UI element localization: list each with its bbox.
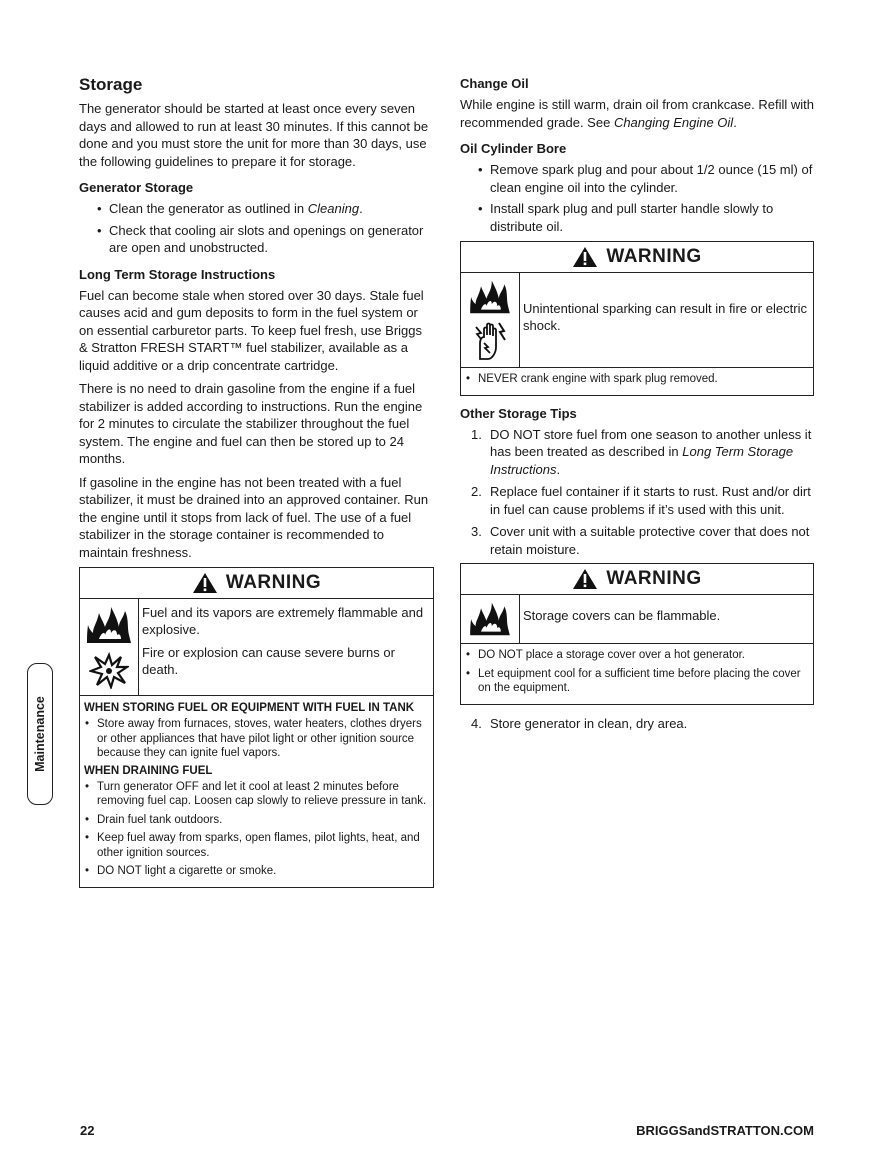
list-item: • Turn generator OFF and let it cool at least 2 minutes before removing fuel cap. Loosen cap slowly to relieve pressure in tank.: [84, 780, 427, 809]
heading-oil-cylinder-bore: Oil Cylinder Bore: [460, 141, 567, 156]
list-item: • NEVER crank engine with spark plug removed.: [465, 372, 807, 387]
warning-label: WARNING: [606, 568, 702, 589]
other-storage-tips-list: [460, 426, 814, 559]
list-item: • Install spark plug and pull starter handle slowly to distribute oil.: [460, 200, 814, 235]
shock-icon: [472, 321, 508, 361]
page-number: 22: [80, 1123, 95, 1138]
fuel-warning-box: [79, 567, 434, 888]
long-term-storage-reference: Long Term Storage Instructions: [490, 444, 794, 477]
warning-icons: [80, 599, 139, 695]
list-item: 2. Replace fuel container if it starts to rust. Rust and/or dirt in fuel can cause problems if it’s used with this unit.: [471, 484, 811, 517]
list-item: • Check that cooling air slots and openings on generator are open and unobstructed.: [79, 222, 434, 257]
changing-engine-oil-reference: Changing Engine Oil: [613, 114, 734, 130]
generator-storage-list: [79, 200, 434, 257]
draining-fuel-list: [84, 780, 427, 879]
explosion-icon: [89, 651, 129, 689]
warning-instructions: [80, 696, 433, 887]
warning-header: [461, 564, 813, 595]
section-title-storage: Storage: [79, 75, 143, 94]
warning-text-flammable: Fuel and its vapors are extremely flammable and explosive.: [142, 605, 424, 637]
heading-generator-storage: Generator Storage: [79, 180, 194, 195]
list-item: • Store away from furnaces, stoves, water heaters, clothes dryers or other appliances that have pilot light or other ignition source because they can ignite fuel vapors.: [84, 717, 427, 761]
list-item: • DO NOT light a cigarette or smoke.: [84, 864, 427, 879]
heading-long-term-storage: Long Term Storage Instructions: [79, 266, 276, 282]
section-side-tab: [27, 663, 53, 805]
warning-texts: [139, 599, 433, 695]
list-item: 4. Store generator in clean, dry area.: [471, 715, 688, 731]
cylinder-bore-list: [460, 161, 814, 235]
spark-warning-list: [465, 372, 807, 387]
list-item: • Remove spark plug and pour about 1/2 ounce (15 ml) of clean engine oil into the cylinder.: [460, 161, 814, 196]
warning-instructions: [461, 368, 813, 395]
warning-body: [461, 595, 813, 644]
spark-warning-box: [460, 241, 814, 396]
warning-icons: [461, 595, 520, 643]
fire-icon: [466, 601, 514, 637]
fire-icon: [466, 279, 514, 315]
list-item: • Keep fuel away from sparks, open flames, pilot lights, heat, and other ignition sources.: [84, 831, 427, 860]
warning-text-explosion: Fire or explosion can cause severe burns or death.: [142, 645, 395, 677]
heading-change-oil: Change Oil: [460, 76, 529, 91]
left-column: [79, 74, 434, 898]
warning-body: [80, 599, 433, 696]
warning-label: WARNING: [606, 246, 702, 267]
list-item: 3. Cover unit with a suitable protective cover that does not retain moisture.: [471, 524, 810, 557]
cleaning-reference: Cleaning: [307, 201, 360, 216]
warning-triangle-icon: [572, 246, 598, 268]
warning-triangle-icon: [192, 572, 218, 594]
long-term-paragraph-2: There is no need to drain gasoline from the engine if a fuel stabilizer is added according to instructions. Run the engine for 2 minutes to circulate the stabilizer throughout the fuel system. The engine and fuel can then be stored up to 24 months.: [79, 381, 423, 466]
long-term-paragraph-3: If gasoline in the engine has not been treated with a fuel stabilizer, it must be drained into an approved container. Run the engine until it stops from lack of fuel. The use of a fuel stabilizer in the storage container is recommended to maintain freshness.: [79, 474, 429, 560]
warning-triangle-icon: [572, 568, 598, 590]
cover-warning-box: [460, 563, 814, 705]
list-item: • Drain fuel tank outdoors.: [84, 813, 427, 828]
website-url: BRIGGSandSTRATTON.COM: [636, 1123, 814, 1138]
storing-fuel-list: [84, 717, 427, 761]
heading-other-storage-tips: Other Storage Tips: [460, 405, 577, 421]
warning-body: [461, 273, 813, 368]
right-column: [460, 74, 814, 737]
storage-intro: The generator should be started at least once every seven days and allowed to run at least 30 minutes. If this cannot be done and you must store the unit for more than 30 days, use the following guidelines to prepare it for storage.: [79, 101, 429, 169]
other-storage-tips-list-continued: [460, 715, 814, 733]
warning-text-covers: Storage covers can be flammable.: [523, 608, 721, 624]
warning-texts: [520, 273, 813, 367]
warning-icons: [461, 273, 520, 367]
list-item: • Clean the generator as outlined in Cleaning.: [79, 200, 434, 218]
side-tab-label: Maintenance: [33, 696, 47, 772]
fire-icon: [85, 605, 133, 645]
list-item: • Let equipment cool for a sufficient time before placing the cover on the equipment.: [465, 667, 807, 696]
cover-warning-list: [465, 648, 807, 696]
warning-section-draining-fuel: WHEN DRAINING FUEL: [84, 764, 213, 777]
warning-texts: [520, 595, 813, 643]
warning-header: [80, 568, 433, 599]
list-item: • DO NOT place a storage cover over a hot generator.: [465, 648, 807, 663]
warning-text-sparking: Unintentional sparking can result in fire or electric shock.: [523, 301, 807, 333]
change-oil-text: While engine is still warm, drain oil from crankcase. Refill with recommended grade. See Changing Engine Oil.: [460, 97, 815, 130]
list-item: 1. DO NOT store fuel from one season to another unless it has been treated as described in Long Term Storage Instructions.: [471, 426, 812, 477]
long-term-paragraph-1: Fuel can become stale when stored over 30 days. Stale fuel causes acid and gum deposits to form in the fuel system or on essential carburetor parts. To keep fuel fresh, use Briggs & Stratton FRESH START™ fuel stabilizer, available as a liquid additive or a drip concentrate cartridge.: [79, 287, 424, 373]
warning-instructions: [461, 644, 813, 704]
warning-section-storing-fuel: WHEN STORING FUEL OR EQUIPMENT WITH FUEL IN TANK: [84, 702, 415, 714]
warning-header: [461, 242, 813, 273]
warning-label: WARNING: [225, 572, 322, 593]
